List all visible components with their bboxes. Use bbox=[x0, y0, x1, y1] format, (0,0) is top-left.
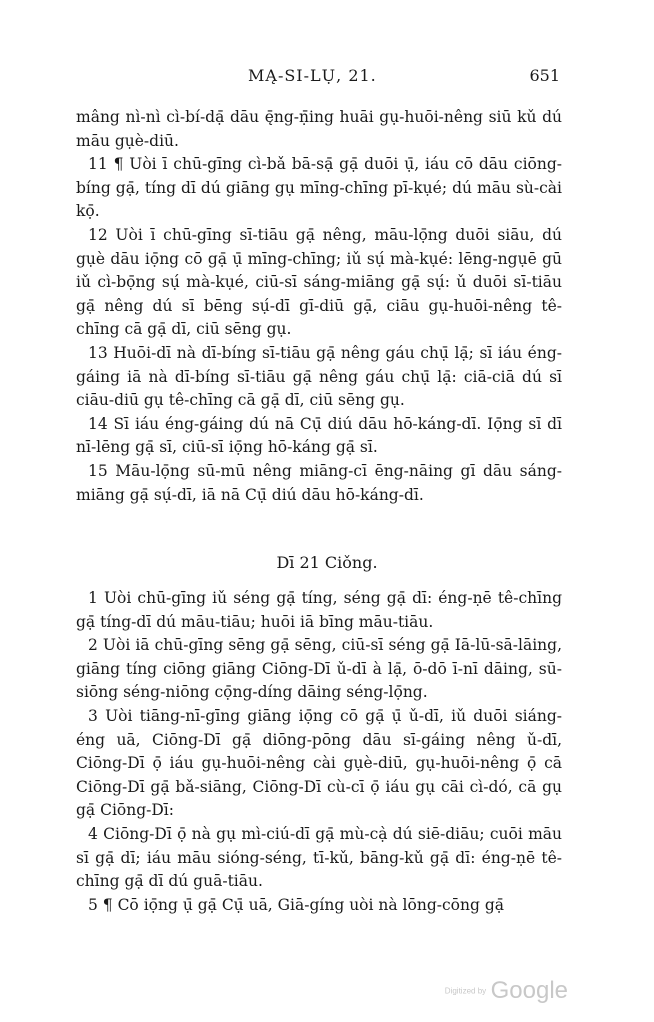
digitized-watermark bbox=[445, 977, 568, 1005]
verse-paragraph: 5 ¶ Cō iọ̄ng ụ̄ gạ̄ Cụ̄ uā, Giā-gíng uòi nà lōng-cōng gạ̄ bbox=[88, 895, 504, 914]
page-header bbox=[70, 66, 560, 96]
verse-paragraph: 12 Uòi ī chū-gīng sī-tiāu gạ̄ nêng, māu-lọ̄ng duōi siāu, dú gụè dāu iọ̄ng cō gạ̄ ụ̄ mīng-chīng; iǔ sụ́ mà-kụé: lēng-ngụē gū iǔ cì-bọ̄ng sụ́ mà-kụé, ciū-sī sáng-miāng gạ̄ sụ́: ǔ duōi sī-tiāu gạ̄ nêng dú sī bēng sụ́-dī gī-diū gạ̄, ciāu gụ-huōi-nêng tê-chīng cā gạ̄ dī, ciū sēng gụ. bbox=[76, 225, 562, 339]
google-logo: Google bbox=[490, 977, 568, 1004]
chapter-20-continuation bbox=[76, 106, 562, 507]
verse-paragraph: 1 Uòi chū-gīng iǔ séng gạ̄ tíng, séng gạ̄ dī: éng-ṇē tê-chīng gạ̄ tíng-dī dú māu-tiāu; huōi iā bīng māu-tiāu. bbox=[76, 589, 562, 631]
verse-paragraph: 3 Uòi tiāng-nī-gīng giāng iọ̄ng cō gạ̄ ụ̄ ǔ-dī, iǔ duōi siáng-éng uā, Ciōng-Dī gạ̄ diōng-pōng dāu sī-gáing nêng ǔ-dī, Ciōng-Dī ọ̄ iáu gụ-huōi-nêng cài gụè-diū, gụ-huōi-nêng ọ̄ cā Ciōng-Dī gạ̄ bǎ-siāng, Ciōng-Dī cù-cī ọ̄ iáu gụ cāi cì-dó, cā gụ gạ̄ Ciōng-Dī: bbox=[76, 706, 562, 820]
chapter-21-text bbox=[76, 587, 562, 917]
page-number: 651 bbox=[529, 66, 560, 85]
verse-paragraph: 2 Uòi iā chū-gīng sēng gạ̄ sēng, ciū-sī séng gạ̄ Iā-lū-sā-lāing, giāng tíng ciōng giāng Ciōng-Dī ǔ-dī à lạ̄, ō-dō ī-nī dāing, sū-siōng séng-niōng cọ̄ng-díng dāing séng-lọ̄ng. bbox=[76, 636, 562, 702]
verse-paragraph: 11 ¶ Uòi ī chū-gīng cì-bǎ bā-sạ̄ gạ̄ duōi ụ̄, iáu cō dāu ciōng-bíng gạ̄, tíng dī dú giāng gụ mīng-chīng pī-kụé; dú māu sù-cài kọ̄. bbox=[76, 155, 562, 221]
verse-paragraph: mâng nì-nì cì-bí-dạ̄ dāu ę̄ng-ṇ̄ing huāi gụ-huōi-nêng siū kǔ dú māu gụè-diū. bbox=[76, 108, 562, 150]
chapter-heading: Dī 21 Ciǒng. bbox=[276, 553, 378, 572]
verse-paragraph: 13 Huōi-dī nà dī-bíng sī-tiāu gạ̄ nêng gáu chụ̄ lạ̄; sī iáu éng-gáing iā nà dī-bíng sī-tiāu gạ̄ nêng gáu chụ̄ lạ̄: ciā-ciā dú sī ciāu-diū gụ tê-chīng cā gạ̄ dī, ciū sēng gụ. bbox=[76, 343, 562, 410]
verse-paragraph: 4 Ciōng-Dī ọ̄ nà gụ mì-ciú-dī gạ̄ mù-cạ̀ dú siē-diāu; cuōi māu sī gạ̄ dī; iáu māu sióng-séng, tī-kǔ, bāng-kǔ gạ̄ dī: éng-ṇē tê-chīng gạ̄ dī dú guā-tiāu. bbox=[76, 824, 562, 891]
watermark-caption: Digitized by bbox=[444, 986, 487, 996]
verse-paragraph: 15 Māu-lọ̄ng sū-mū nêng miāng-cī ēng-nāing gī dāu sáng-miāng gạ̄ sụ́-dī, iā nā Cụ̄ diú dāu hō-káng-dī. bbox=[76, 461, 562, 504]
running-title: MĄ-SI-LỤ, 21. bbox=[248, 66, 377, 85]
verse-paragraph: 14 Sī iáu éng-gáing dú nā Cụ̄ diú dāu hō-káng-dī. Iọ̄ng sī dī nī-lēng gạ̄ sī, ciū-sī iọ̄ng hō-káng gạ̄ sī. bbox=[76, 414, 562, 457]
